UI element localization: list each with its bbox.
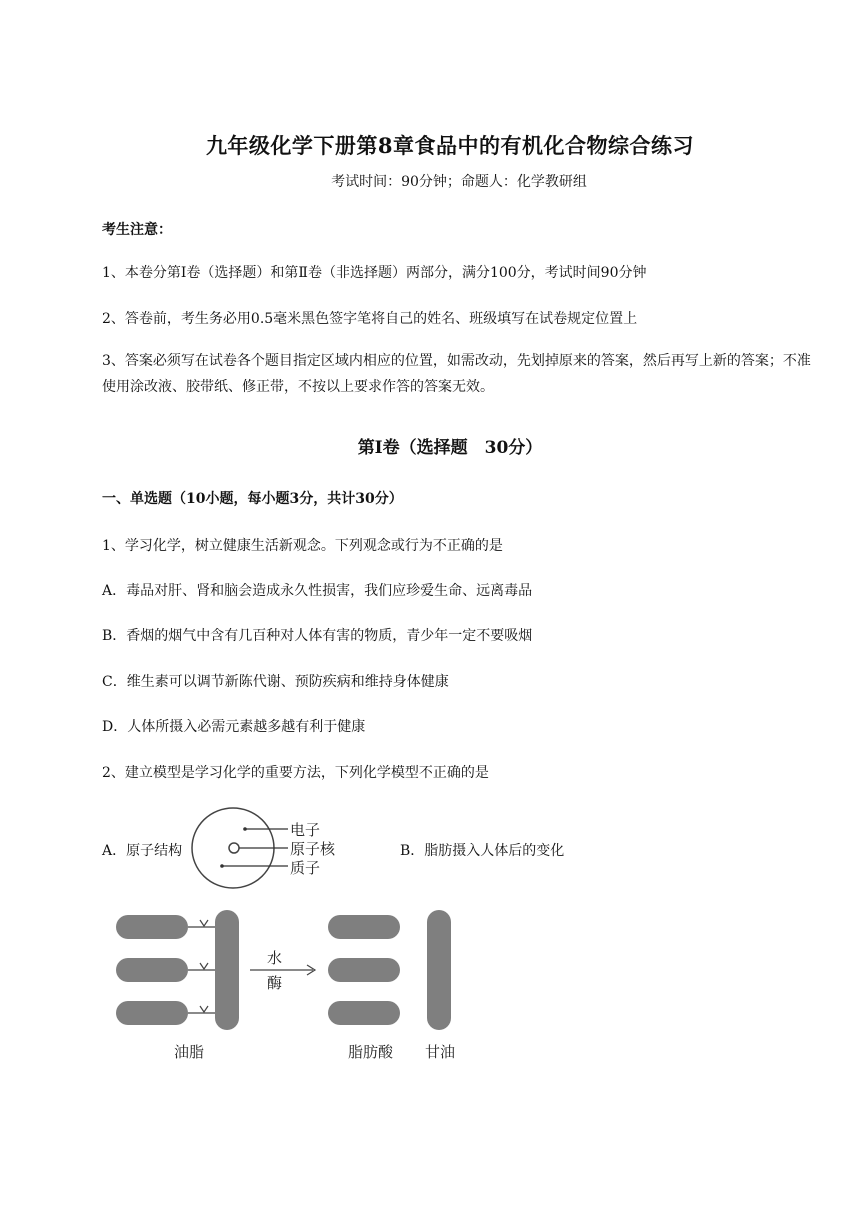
fatty-acid (328, 1001, 400, 1025)
notice-heading: 考生注意： (102, 222, 172, 238)
question-1-option-d: D．人体所摄入必需元素越多越有利于健康 (102, 719, 366, 735)
part1-heading: 一、单选题（10小题，每小题3分，共计30分） (102, 491, 403, 507)
notice-item-1: 1、本卷分第Ⅰ卷（选择题）和第Ⅱ卷（非选择题）两部分，满分100分，考试时间90分钟 (102, 265, 647, 281)
glycerol-backbone (215, 910, 239, 1030)
question-2-option-b: B．脂肪摄入人体后的变化 (400, 843, 565, 859)
atom-label-proton: 质子 (290, 859, 321, 877)
question-1-option-b: B．香烟的烟气中含有几百种对人体有害的物质，青少年一定不要吸烟 (102, 628, 533, 644)
oil-molecule (116, 910, 239, 1030)
document-title: 九年级化学下册第8章食品中的有机化合物综合练习 (205, 133, 695, 158)
fat-digestion-diagram (100, 905, 480, 1070)
atom-structure-diagram (185, 805, 365, 895)
section-title: 第Ⅰ卷（选择题 30分） (357, 438, 543, 458)
question-1-stem: 1、学习化学，树立健康生活新观念。下列观念或行为不正确的是 (102, 538, 503, 554)
fatty-acid-chain (116, 958, 188, 982)
arrow-label-enzyme: 酶 (267, 974, 283, 992)
question-1-option-a: A．毒品对肝、肾和脑会造成永久性损害，我们应珍爱生命、远离毒品 (102, 583, 533, 599)
notice-item-3: 3、答案必须写在试卷各个题目指定区域内相应的位置，如需改动，先划掉原来的答案，然后再写上新的答案；不准使用涂改液、胶带纸、修正带，不按以上要求作答的答案无效。 (102, 353, 811, 395)
fatty-acid (328, 958, 400, 982)
label-fatty-acid: 脂肪酸 (348, 1043, 394, 1061)
question-2-option-a: A．原子结构 (102, 843, 183, 859)
glycerol (427, 910, 451, 1030)
fatty-acid (328, 915, 400, 939)
question-1-option-c: C．维生素可以调节新陈代谢、预防疾病和维持身体健康 (102, 674, 449, 690)
fatty-acid-chain (116, 1001, 188, 1025)
label-glycerol: 甘油 (425, 1043, 456, 1061)
atom-label-electron: 电子 (290, 821, 321, 839)
document-subtitle: 考试时间：90分钟；命题人：化学教研组 (331, 174, 587, 190)
atom-label-nucleus: 原子核 (290, 840, 336, 858)
products (328, 910, 451, 1030)
ester-bonds (188, 920, 215, 1013)
arrow-label-water: 水 (267, 949, 283, 967)
atom-nucleus (229, 843, 239, 853)
label-oil: 油脂 (174, 1043, 205, 1061)
fatty-acid-chain (116, 915, 188, 939)
notice-item-2: 2、答卷前，考生务必用0.5毫米黑色签字笔将自己的姓名、班级填写在试卷规定位置上 (102, 311, 638, 327)
question-2-stem: 2、建立模型是学习化学的重要方法，下列化学模型不正确的是 (102, 765, 489, 781)
